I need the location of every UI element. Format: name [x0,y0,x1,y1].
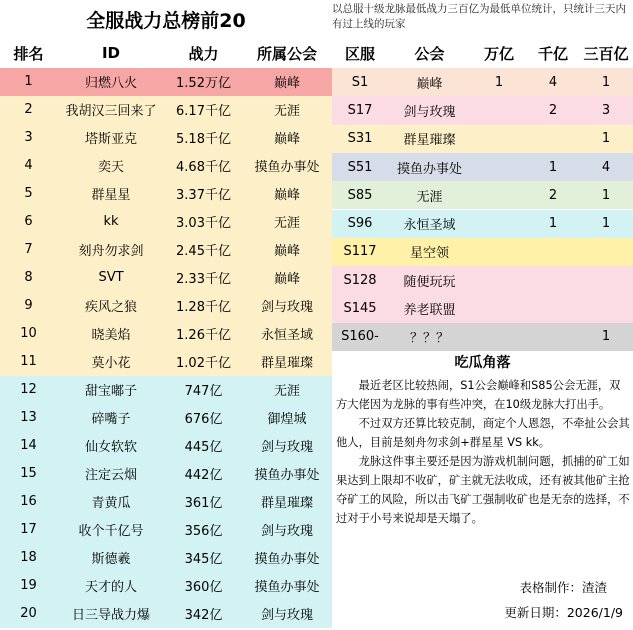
ranking-row [0,404,332,432]
ranking-row [0,320,332,348]
player-id-cell: 斯德羲 [91,552,131,568]
player-id-cell: 日三导战力爆 [71,608,150,624]
server-cell: S117 [343,244,377,260]
power-cell: 356亿 [184,524,223,540]
rank-cell: 6 [24,214,33,230]
power-cell: 2.33千亿 [176,272,231,288]
guild-cell: 巅峰 [273,132,300,148]
ranking-column-header: 所属公会 [256,44,317,63]
qianyi-count-cell: 1 [548,216,558,232]
qianyi-count-cell [527,294,579,322]
power-cell: 3.37千亿 [176,188,231,204]
gossip-title: 吃瓜角落 [454,355,511,371]
server-cell: S85 [347,187,373,203]
ranking-row [0,208,332,236]
player-id-cell: 碎嘴子 [91,412,131,428]
power-cell: 360亿 [184,580,223,596]
guild-cell: 御煌城 [267,412,307,428]
power-cell: 445亿 [184,440,223,456]
rank-cell: 17 [20,522,37,538]
power-cell: 5.18千亿 [176,132,231,148]
player-id-cell: 仙女软软 [84,440,137,456]
sanbaiyi-count-cell: 1 [601,131,611,147]
sanbaiyi-count-cell: 4 [601,159,611,175]
table-maker: 表格制作：渣渣 [519,580,607,595]
server-row [332,181,633,209]
gossip-paragraph: 不过双方还算比较克制，商定个人恩怨，不牵扯公会其他人，目前是刻舟勿求剑+群星星 VS kk。 [336,417,630,449]
server-guild-cell: 星空领 [409,246,449,262]
ranking-row [0,600,332,628]
rank-cell: 11 [20,354,37,370]
server-row [332,125,633,153]
wanyi-count-cell [471,294,527,322]
server-guild-cell: 摸鱼办事处 [396,161,462,177]
guild-cell: 剑与玫瑰 [260,608,313,624]
server-row [332,96,633,124]
ranking-row [0,236,332,264]
server-row [332,266,633,294]
rank-cell: 3 [24,130,33,146]
ranking-row [0,124,332,152]
guild-cell: 巅峰 [273,244,300,260]
guild-cell: 巅峰 [273,76,300,92]
guild-cell: 剑与玫瑰 [260,440,313,456]
ranking-row [0,180,332,208]
power-cell: 1.52万亿 [176,76,231,92]
power-cell: 3.03千亿 [176,216,231,232]
server-guild-cell: 随便玩玩 [403,274,456,290]
server-cell: S17 [347,102,373,118]
ranking-row [0,460,332,488]
server-cell: S31 [347,131,373,147]
sanbaiyi-count-cell: 1 [601,74,611,90]
qianyi-count-cell: 2 [548,102,558,118]
qianyi-count-cell [527,266,579,294]
player-id-cell: 群星星 [91,188,131,204]
server-row [332,294,633,322]
server-row [332,68,633,96]
page-title: 全服战力总榜前20 [86,9,246,32]
guild-cell: 剑与玫瑰 [260,524,313,540]
player-id-cell: 归燃八火 [84,76,137,92]
ranking-row [0,488,332,516]
player-id-cell: 莫小花 [91,356,131,372]
server-cell: S145 [343,301,377,317]
player-id-cell: 刻舟勿求剑 [78,244,144,260]
ranking-column-header: 排名 [13,44,44,63]
player-id-cell: 注定云烟 [84,468,137,484]
rank-cell: 7 [24,242,33,258]
server-column-header: 区服 [344,44,375,63]
qianyi-count-cell: 2 [548,187,558,203]
sanbaiyi-count-cell [579,238,633,266]
guild-cell: 巅峰 [273,188,300,204]
qianyi-count-cell [527,125,579,153]
wanyi-count-cell [471,238,527,266]
player-id-cell: 天才的人 [84,580,137,596]
power-cell: 361亿 [184,496,223,512]
server-guild-cell: ？？？ [409,331,449,347]
player-id-cell: 晓美焰 [91,328,131,344]
rank-cell: 8 [24,270,33,286]
server-column-header: 三百亿 [583,44,629,63]
ranking-row [0,264,332,292]
server-guild-cell: 无涯 [416,189,443,205]
ranking-row [0,152,332,180]
sanbaiyi-count-cell: 1 [601,187,611,203]
ranking-row [0,348,332,376]
server-row [332,238,633,266]
server-guild-cell: 养老联盟 [403,303,456,319]
power-cell: 342亿 [184,608,223,624]
guild-cell: 摸鱼办事处 [254,160,320,176]
qianyi-count-cell: 4 [548,74,558,90]
sanbaiyi-count-cell: 1 [601,329,611,345]
wanyi-count-cell [471,125,527,153]
server-column-header: 公会 [414,44,445,63]
stats-note: 以总服十级龙脉最低战力三百亿为最低单位统计，只统计三天内有过上线的玩家 [332,3,626,30]
qianyi-count-cell [527,323,579,351]
power-cell: 6.17千亿 [176,104,231,120]
wanyi-count-cell [471,96,527,124]
rank-cell: 12 [20,382,37,398]
ranking-row [0,432,332,460]
power-cell: 676亿 [184,412,223,428]
rank-cell: 16 [20,494,37,510]
guild-cell: 摸鱼办事处 [254,468,320,484]
sanbaiyi-count-cell: 1 [601,216,611,232]
guild-cell: 永恒圣域 [260,328,313,344]
server-row [332,153,633,181]
power-cell: 747亿 [184,384,223,400]
server-column-header: 万亿 [483,44,514,63]
rank-cell: 13 [20,410,37,426]
rank-cell: 14 [20,438,37,454]
ranking-row [0,544,332,572]
wanyi-count-cell [471,210,527,238]
server-guild-cell: 巅峰 [416,76,443,92]
sanbaiyi-count-cell: 3 [601,102,611,118]
player-id-cell: kk [103,214,119,230]
server-guild-cell: 群星璀璨 [403,133,456,149]
server-row [332,323,633,351]
rank-cell: 15 [20,466,37,482]
player-id-cell: 塔斯亚克 [84,132,137,148]
server-cell: S51 [347,159,373,175]
server-guild-cell: 剑与玫瑰 [403,104,456,120]
qianyi-count-cell: 1 [548,159,558,175]
rank-cell: 19 [20,578,37,594]
ranking-row [0,572,332,600]
server-cell: S128 [343,272,377,288]
server-row [332,210,633,238]
guild-cell: 无涯 [273,216,300,232]
guild-cell: 群星璀璨 [260,356,313,372]
guild-cell: 剑与玫瑰 [260,300,313,316]
server-cell: S96 [347,216,373,232]
server-column-header: 千亿 [537,44,568,63]
server-cell: S160- [341,329,379,345]
wanyi-count-cell [471,323,527,351]
guild-cell: 群星璀璨 [260,496,313,512]
wanyi-count-cell [471,153,527,181]
player-id-cell: 收个千亿号 [78,524,144,540]
wanyi-count-cell [471,266,527,294]
ranking-column-header: ID [101,44,121,62]
guild-cell: 摸鱼办事处 [254,552,320,568]
rank-cell: 4 [24,158,33,174]
guild-cell: 无涯 [273,104,300,120]
player-id-cell: 甜宝嘟子 [84,384,137,400]
gossip-body [336,376,630,528]
power-cell: 442亿 [184,468,223,484]
rank-cell: 5 [24,186,33,202]
guild-cell: 无涯 [273,384,300,400]
rank-cell: 9 [24,298,33,314]
ranking-row [0,516,332,544]
sanbaiyi-count-cell [579,266,633,294]
power-cell: 2.45千亿 [176,244,231,260]
guild-cell: 巅峰 [273,272,300,288]
rank-cell: 20 [20,606,37,622]
power-cell: 1.26千亿 [176,328,231,344]
power-cell: 345亿 [184,552,223,568]
qianyi-count-cell [527,238,579,266]
server-guild-cell: 永恒圣域 [403,218,456,234]
wanyi-count-cell [471,181,527,209]
power-cell: 4.68千亿 [176,160,231,176]
sanbaiyi-count-cell [579,294,633,322]
player-id-cell: 疾风之狼 [84,300,137,316]
rank-cell: 2 [24,102,33,118]
player-id-cell: 我胡汉三回来了 [65,104,157,120]
rank-cell: 1 [24,74,33,90]
ranking-row [0,376,332,404]
wanyi-count-cell: 1 [494,74,504,90]
rank-cell: 18 [20,550,37,566]
power-cell: 1.02千亿 [176,356,231,372]
server-cell: S1 [351,74,369,90]
player-id-cell: SVT [98,270,124,286]
gossip-paragraph: 龙脉这件事主要还是因为游戏机制问题，抓捕的矿工如果达到上限却不收矿，矿主就无法收成，还有被其他矿主抢夺矿工的风险，所以击飞矿工强制收矿也是无奈的选择，不过对于小号来说却是天塌了。 [336,455,630,525]
guild-cell: 摸鱼办事处 [254,580,320,596]
ranking-row [0,68,332,96]
ranking-row [0,96,332,124]
power-cell: 1.28千亿 [176,300,231,316]
ranking-row [0,292,332,320]
player-id-cell: 青黄瓜 [91,496,131,512]
rank-cell: 10 [20,326,37,342]
gossip-paragraph: 最近老区比较热闹，S1公会巅峰和S85公会无涯，双方大佬因为龙脉的事有些冲突，在10级龙脉大打出手。 [336,379,621,411]
ranking-column-header: 战力 [188,44,219,63]
player-id-cell: 奕天 [97,160,124,176]
update-date: 更新日期：2026/1/9 [504,605,623,620]
